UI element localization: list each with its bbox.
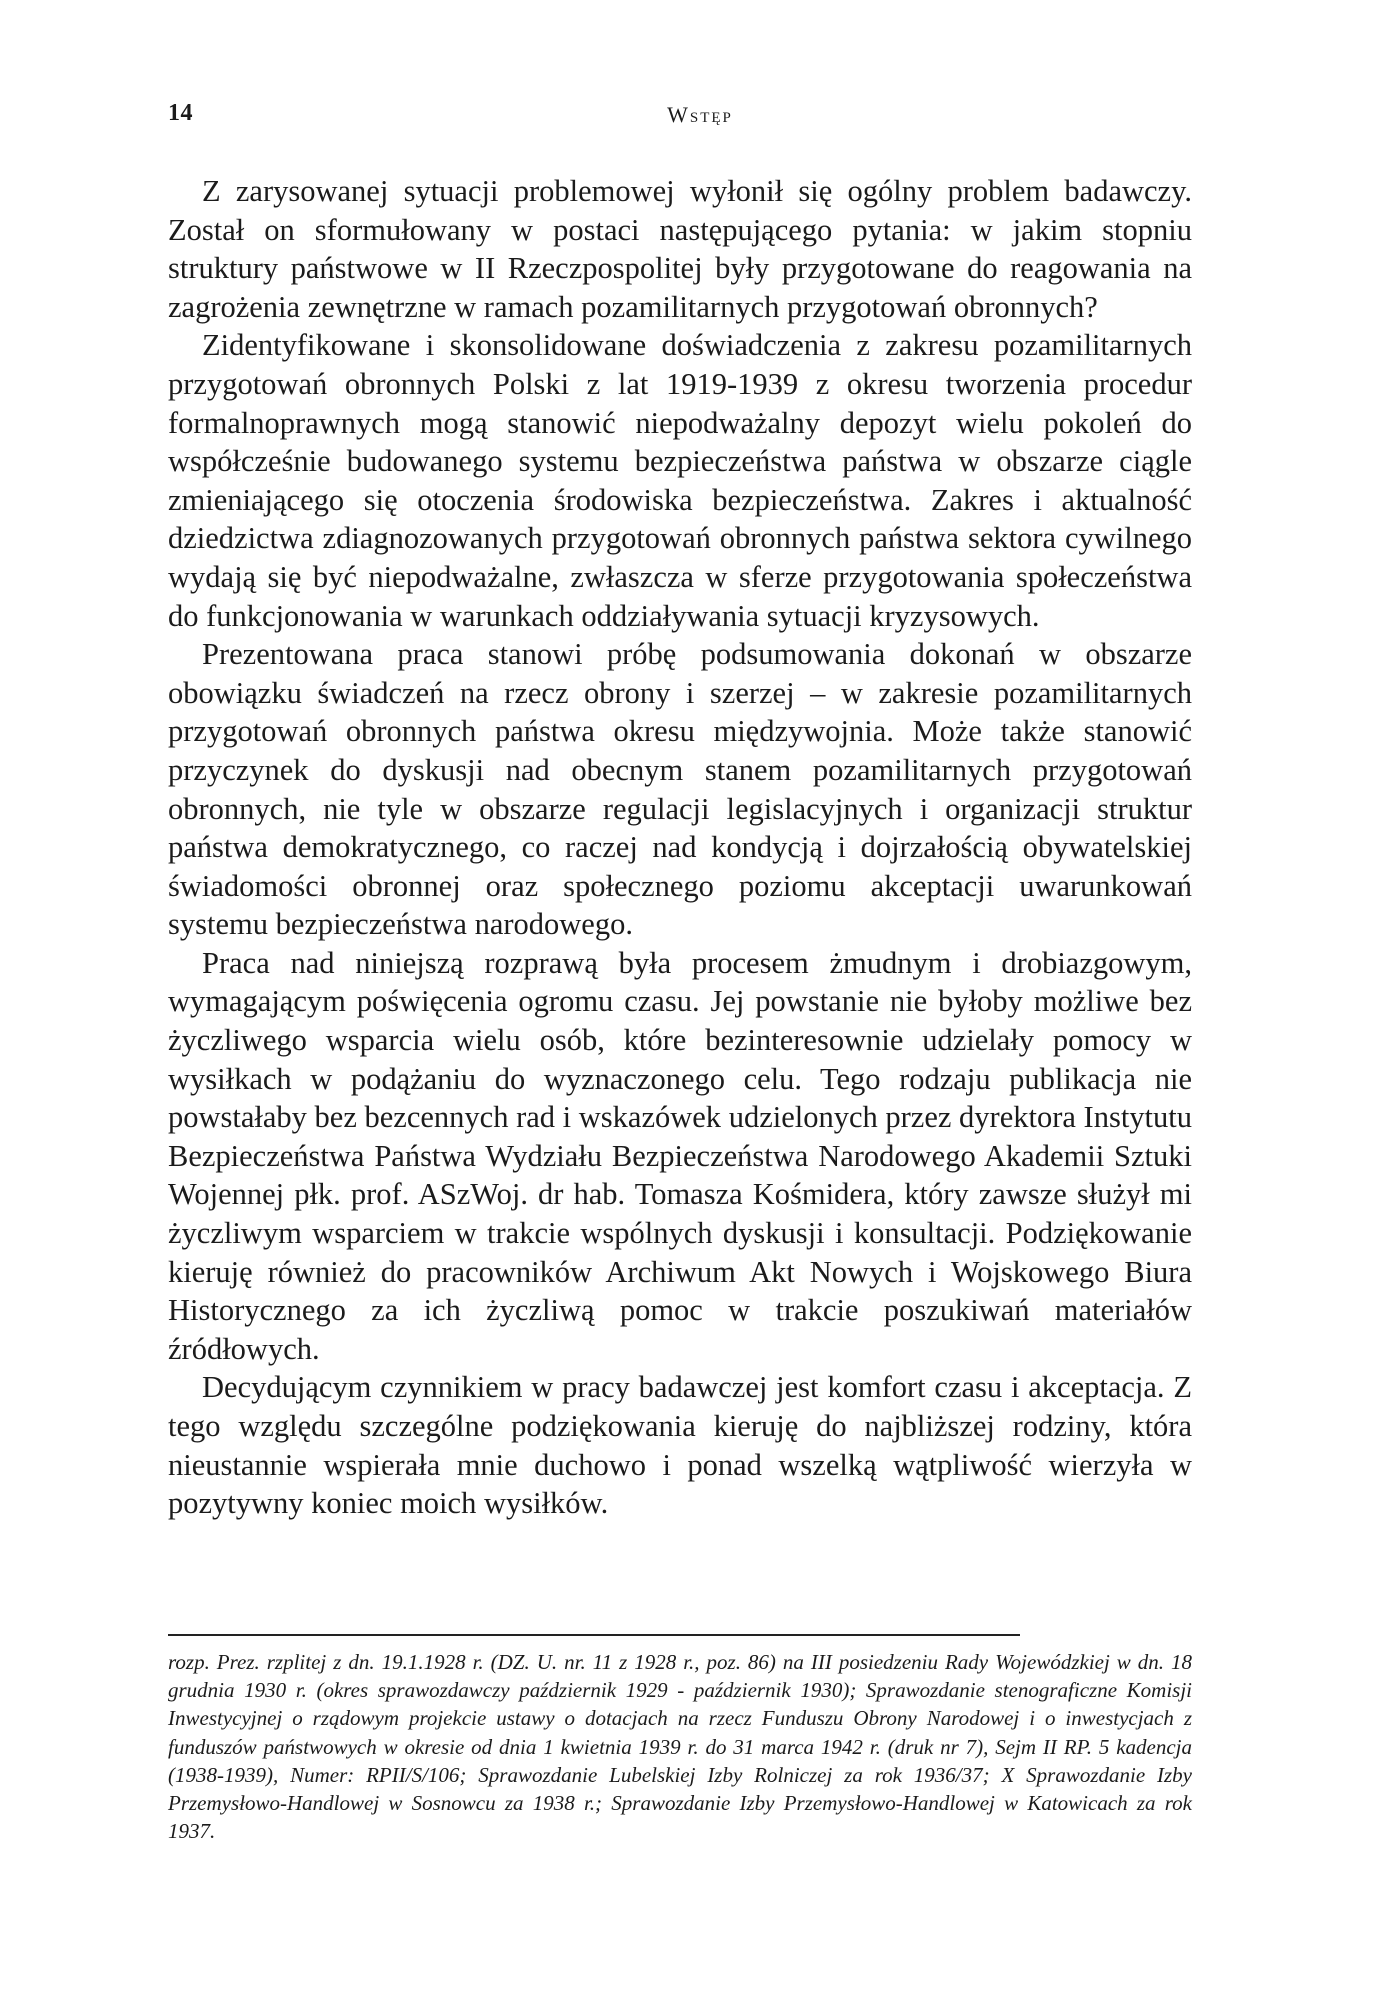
page-number: 14 <box>168 100 193 126</box>
footnote-text: rozp. Prez. rzplitej z dn. 19.1.1928 r. (DZ. U. nr. 11 z 1928 r., poz. 86) na III posiedzeniu Rady Wojewódzkiej w dn. 18 grudnia 1930 r. (okres sprawozdawczy październik 1929 - październik 1930); Sprawozdanie stenograficzne Komisji Inwestycyjnej o rządowym projekcie ustawy o dotacjach na rzecz Funduszu Obrony Narodowej i o inwestycjach z funduszów państwowych w okresie od dnia 1 kwietnia 1939 r. do 31 marca 1942 r. (druk nr 7), Sejm II RP. 5 kadencja (1938-1939), Numer: RPII/S/106; Sprawozdanie Lubelskiej Izby Rolniczej za rok 1936/37; X Sprawozdanie Izby Przemysłowo-Handlowej w Sosnowcu za 1938 r.; Sprawozdanie Izby Przemysłowo-Handlowej w Katowicach za rok 1937. <box>168 1650 1192 1844</box>
paragraph-4: Praca nad niniejszą rozprawą była procesem żmudnym i drobiazgowym, wymagającym poświęcenia ogromu czasu. Jej powstanie nie byłoby możliwe bez życzliwego wsparcia wielu osób, które bezinteresownie udzielały pomocy w wysiłkach w podążaniu do wyznaczonego celu. Tego rodzaju publikacja nie powstałaby bez bezcennych rad i wskazówek udzielonych przez dyrektora Instytutu Bezpieczeństwa Państwa Wydziału Bezpieczeństwa Narodowego Akademii Sztuki Wojennej płk. prof. ASzWoj. dr hab. Tomasza Kośmidera, który zawsze służył mi życzliwym wsparciem w trakcie wspólnych dyskusji i konsultacji. Podziękowanie kieruję również do pracowników Archiwum Akt Nowych i Wojskowego Biura Historycznego za ich życzliwą pomoc w trakcie poszukiwań materiałów źródłowych. <box>168 945 1192 1366</box>
paragraph-5: Decydującym czynnikiem w pracy badawczej jest komfort czasu i akceptacja. Z tego względu szczególne podziękowania kieruję do najbliższej rodziny, która nieustannie wspierała mnie duchowo i ponad wszelką wątpliwość wierzyła w pozytywny koniec moich wysiłków. <box>168 1370 1192 1521</box>
main-text <box>168 172 1192 1523</box>
running-head-title: Wstęp <box>667 102 733 127</box>
paragraph-1: Z zarysowanej sytuacji problemowej wyłonił się ogólny problem badawczy. Został on sformułowany w postaci następującego pytania: w jakim stopniu struktury państwowe w II Rzeczpospolitej były przygotowane do reagowania na zagrożenia zewnętrzne w ramach pozamilitarnych przygotowań obronnych? <box>168 174 1192 324</box>
paragraph-2: Zidentyfikowane i skonsolidowane doświadczenia z zakresu pozamilitarnych przygotowań obronnych Polski z lat 1919-1939 z okresu tworzenia procedur formalnoprawnych mogą stanowić niepodważalny depozyt wielu pokoleń do współcześnie budowanego systemu bezpieczeństwa państwa w obszarze ciągle zmieniającego się otoczenia środowiska bezpieczeństwa. Zakres i aktualność dziedzictwa zdiagnozowanych przygotowań obronnych państwa sektora cywilnego wydają się być niepodważalne, zwłaszcza w sferze przygotowania społeczeństwa do funkcjonowania w warunkach oddziaływania sytuacji kryzysowych. <box>168 328 1192 633</box>
footnote-separator <box>168 1634 1020 1636</box>
paragraph-3: Prezentowana praca stanowi próbę podsumowania dokonań w obszarze obowiązku świadczeń na rzecz obrony i szerzej – w zakresie pozamilitarnych przygotowań obronnych państwa okresu międzywojnia. Może także stanowić przyczynek do dyskusji nad obecnym stanem pozamilitarnych przygotowań obronnych, nie tyle w obszarze regulacji legislacyjnych i organizacji struktur państwa demokratycznego, co raczej nad kondycją i dojrzałością obywatelskiej świadomości obronnej oraz społecznego poziomu akceptacji uwarunkowań systemu bezpieczeństwa narodowego. <box>168 637 1192 942</box>
